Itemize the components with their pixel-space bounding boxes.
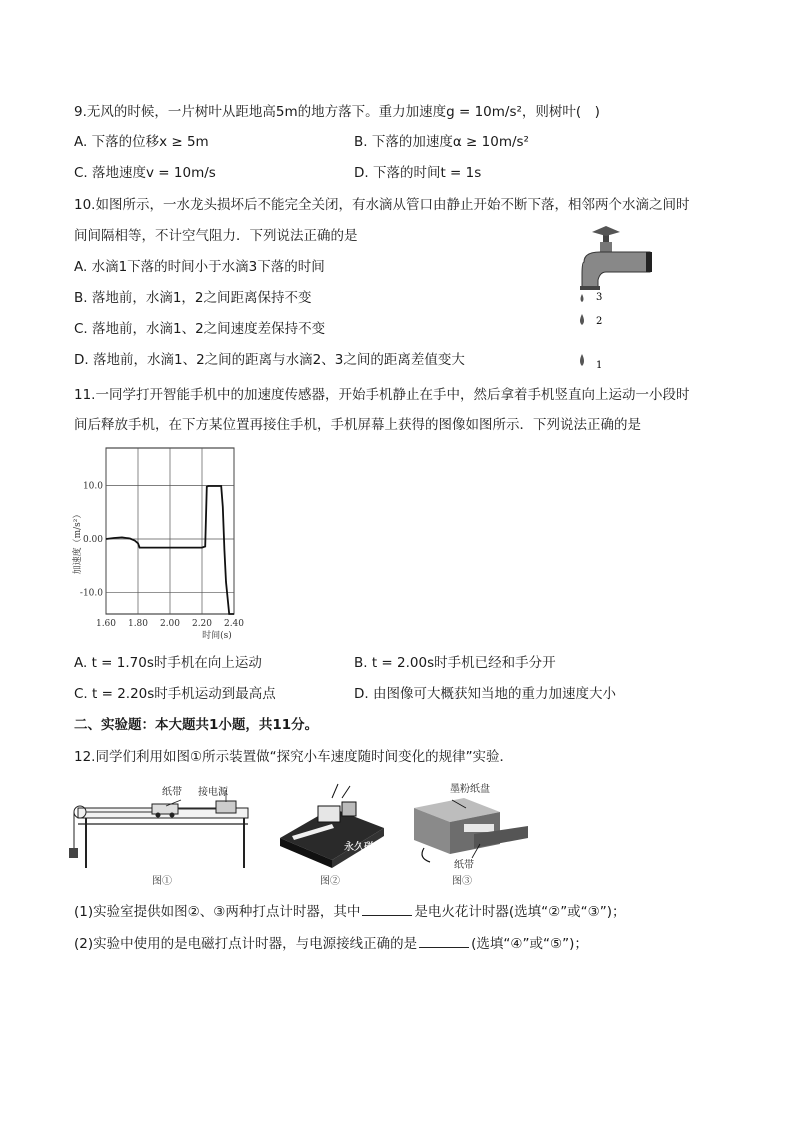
drop-label-3: 3	[596, 292, 603, 303]
q11-stem-line2: 间后释放手机，在下方某位置再接住手机，手机屏幕上获得的图像如图所示．下列说法正确的是	[74, 417, 641, 433]
chart-x-tick-label: 2.20	[191, 619, 213, 629]
fig1-label-power: 接电源	[198, 787, 228, 798]
chart-y-tick-label: -10.0	[79, 588, 103, 599]
fig3-label-tape: 纸带	[454, 860, 474, 871]
chart-x-tick-label: 2.40	[223, 619, 245, 629]
q10-option-c: C. 落地前，水滴1、2之间速度差保持不变	[74, 321, 326, 337]
chart-x-tick-label: 2.00	[159, 619, 181, 629]
q12-part1	[74, 903, 626, 921]
q11-option-b: B. t = 2.00s时手机已经和手分开	[354, 655, 556, 671]
chart-xlabel: 时间(s)	[202, 631, 232, 641]
chart-x-tick-label: 1.80	[127, 619, 149, 629]
drop-label-2: 2	[596, 316, 603, 327]
fig2-label-magnet: 永久磁铁	[344, 842, 384, 853]
q9-option-c: C. 落地速度v = 10m/s	[74, 165, 216, 181]
drop-label-1: 1	[596, 360, 603, 371]
chart-y-tick-label: 10.0	[82, 481, 103, 492]
chart-y-tick-label: 0.00	[82, 535, 103, 546]
fig3-caption: 图③	[452, 876, 472, 887]
q12-part1-answer-blank[interactable]	[362, 903, 412, 916]
q11-stem-line1: 11.一同学打开智能手机中的加速度传感器，开始手机静止在手中，然后拿着手机竖直向上运动一小段时	[74, 387, 690, 403]
q12-part2-answer-blank[interactable]	[419, 935, 469, 948]
q12-stem: 12.同学们利用如图①所示装置做“探究小车速度随时间变化的规律”实验．	[74, 749, 514, 765]
chart-ylabel: 加速度（m/s²）	[73, 509, 83, 575]
chart-x-tick-label: 1.60	[95, 619, 117, 629]
figure-2-electromagnetic-timer	[272, 778, 392, 890]
q10-stem-line1: 10.如图所示，一水龙头损坏后不能完全关闭，有水滴从管口由静止开始不断下落，相邻两个水滴之间时	[74, 197, 690, 213]
q9-stem: 9.无风的时候，一片树叶从距地高5m的地方落下。重力加速度g = 10m/s²，则树叶( )	[74, 104, 600, 120]
section-heading: 二、实验题：本大题共1小题，共11分。	[74, 717, 319, 733]
q10-stem-line2: 间间隔相等，不计空气阻力．下列说法正确的是	[74, 228, 358, 244]
fig2-caption: 图②	[320, 876, 340, 887]
q12-part2-prefix: (2)实验中使用的是电磁打点计时器，与电源接线正确的是	[74, 936, 418, 952]
q12-part1-suffix: 是电火花计时器(选填“②”或“③”)；	[414, 904, 626, 920]
fig1-caption: 图①	[152, 876, 172, 887]
q10-option-d: D. 落地前，水滴1、2之间的距离与水滴2、3之间的距离差值变大	[74, 352, 465, 368]
q12-part2	[74, 935, 588, 953]
fig3-label-toner-disc: 墨粉纸盘	[450, 784, 490, 795]
figure-3-spark-timer	[404, 778, 534, 890]
q12-part2-suffix: (选填“④”或“⑤”)；	[471, 936, 588, 952]
q11-option-a: A. t = 1.70s时手机在向上运动	[74, 655, 262, 671]
figure-1-track-setup	[66, 778, 256, 890]
fig1-label-tape: 纸带	[162, 787, 182, 798]
q11-option-c: C. t = 2.20s时手机运动到最高点	[74, 686, 276, 702]
q12-part1-prefix: (1)实验室提供如图②、③两种打点计时器，其中	[74, 904, 361, 920]
q10-option-a: A. 水滴1下落的时间小于水滴3下落的时间	[74, 259, 325, 275]
q10-option-b: B. 落地前，水滴1，2之间距离保持不变	[74, 290, 312, 306]
acceleration-chart	[72, 442, 245, 642]
q9-option-b: B. 下落的加速度α ≥ 10m/s²	[354, 134, 529, 150]
q11-option-d: D. 由图像可大概获知当地的重力加速度大小	[354, 686, 616, 702]
faucet-figure	[570, 222, 660, 372]
q9-option-d: D. 下落的时间t = 1s	[354, 165, 482, 181]
q9-option-a: A. 下落的位移x ≥ 5m	[74, 134, 209, 150]
